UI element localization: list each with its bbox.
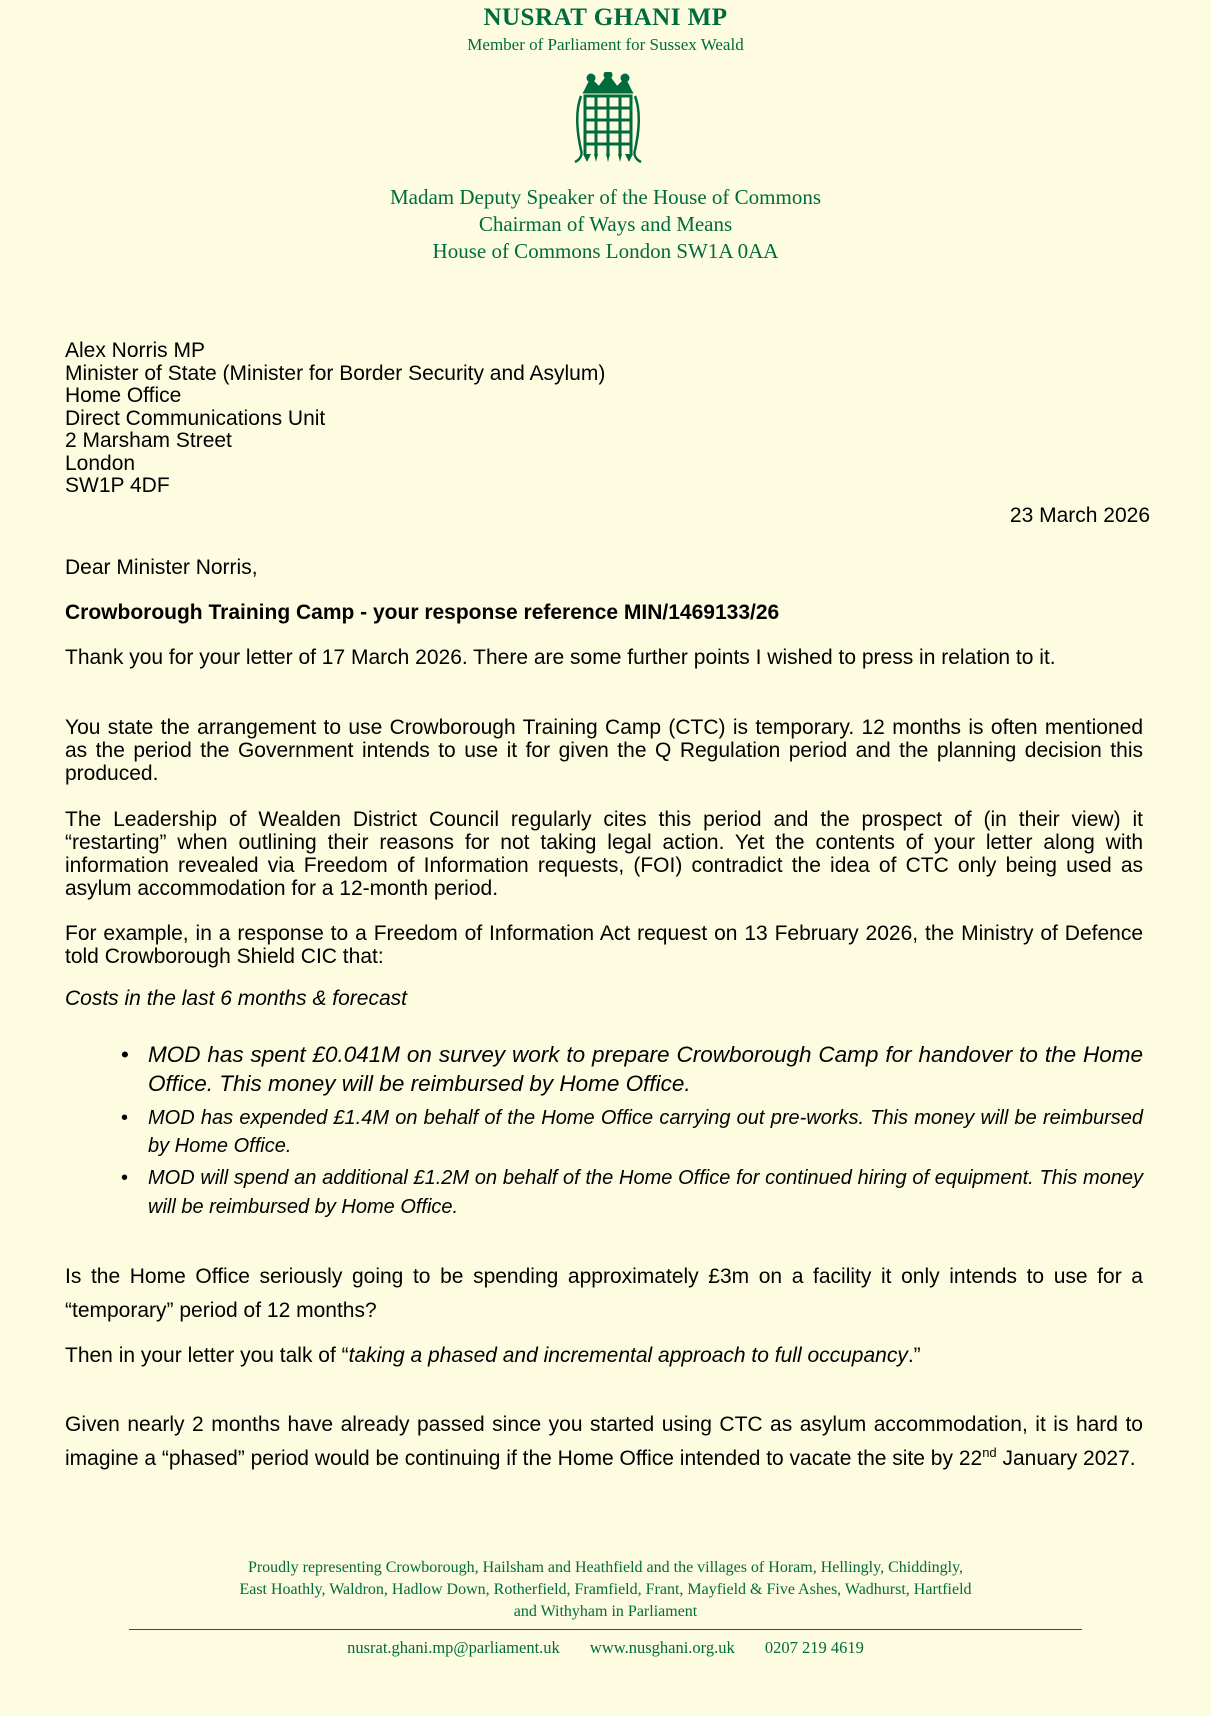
- footer-phone: 0207 219 4619: [764, 1638, 864, 1657]
- phased-paragraph: [65, 1344, 1143, 1368]
- bullet-text: MOD has expended £1.4M on behalf of the Home Office carrying out pre-works. This money will be reimbursed by Home Office.: [148, 1107, 1143, 1157]
- address-line: Direct Communications Unit: [65, 406, 326, 430]
- bullet-text: MOD has spent £0.041M on survey work to prepare Crowborough Camp for handover to the Home Office. This money will be reimbursed by Home Office.: [148, 1042, 1143, 1096]
- footer-divider: [129, 1629, 1082, 1630]
- list-item: [65, 1104, 1143, 1160]
- address-line: Alex Norris MP: [65, 339, 206, 362]
- bullet-icon: •: [121, 1167, 129, 1189]
- ordinal-suffix: nd: [982, 1445, 997, 1460]
- list-item: [65, 1164, 1143, 1222]
- question-paragraph: Is the Home Office seriously going to be spending approximately £3m on a facility it only intends to use for a “temporary” period of 12 months?: [65, 1265, 1143, 1322]
- phased-suffix: .”: [907, 1344, 921, 1367]
- quote-heading: Costs in the last 6 months & forecast: [65, 987, 407, 1010]
- footer-website: www.nusghani.org.uk: [589, 1638, 735, 1657]
- role-line: Madam Deputy Speaker of the House of Commons: [389, 185, 821, 209]
- footer-blurb: [0, 1557, 1211, 1623]
- salutation: Dear Minister Norris,: [65, 556, 258, 579]
- subject-line: Crowborough Training Camp - your response reference MIN/1469133/26: [65, 601, 780, 624]
- recipient-address: [65, 340, 605, 498]
- bullet-text: MOD will spend an additional £1.2M on behalf of the Home Office for continued hiring of equipment. This money will be reimbursed by Home Office.: [148, 1167, 1143, 1218]
- address-line: Minister of State (Minister for Border Security and Asylum): [65, 361, 606, 385]
- constituency-line: Member of Parliament for Sussex Weald: [467, 35, 744, 54]
- bullet-icon: •: [121, 1042, 129, 1067]
- letter-date: 23 March 2026: [1009, 504, 1150, 527]
- footer-email: nusrat.ghani.mp@parliament.uk: [347, 1638, 560, 1657]
- address-line: London: [65, 451, 136, 475]
- cost-bullet-list: [65, 1040, 1143, 1222]
- footer-blurb-line: Proudly representing Crowborough, Hailsham and Heathfield and the villages of Horam, Hellingly, Chiddingly,: [247, 1559, 964, 1576]
- footer-blurb-line: East Hoathly, Waldron, Hadlow Down, Rotherfield, Framfield, Frant, Mayfield & Five Ashes, Wadhurst, Hartfield: [239, 1581, 972, 1598]
- closing-text: Given nearly 2 months have already passed since you started using CTC as asylum accommodation, it is hard to imagine a “phased” period would be continuing if the Home Office intended to vacate the site by 22: [65, 1413, 1143, 1470]
- phased-prefix: Then in your letter you talk of “: [65, 1344, 349, 1367]
- address-line: Home Office: [65, 384, 182, 407]
- role-line: Chairman of Ways and Means: [478, 212, 733, 236]
- mp-name: NUSRAT GHANI MP: [483, 4, 728, 31]
- footer-blurb-line: and Withyham in Parliament: [513, 1603, 698, 1620]
- footer-contacts: [0, 1638, 1211, 1658]
- address-line: SW1P 4DF: [65, 474, 170, 497]
- body-paragraph: You state the arrangement to use Crowborough Training Camp (CTC) is temporary. 12 months is often mentioned as the period the Government intends to use it for given the Q Regulation period and the planning decision this produced.: [65, 716, 1143, 785]
- phased-quote: taking a phased and incremental approach to full occupancy: [348, 1344, 908, 1367]
- office-address-line: House of Commons London SW1A 0AA: [432, 239, 779, 263]
- body-paragraph: For example, in a response to a Freedom of Information Act request on 13 February 2026, the Ministry of Defence told Crowborough Shield CIC that:: [65, 922, 1143, 968]
- bullet-icon: •: [121, 1107, 129, 1129]
- address-line: 2 Marsham Street: [65, 429, 232, 452]
- letter-footer: [0, 1557, 1211, 1657]
- roles-block: [0, 184, 1211, 265]
- closing-paragraph: [65, 1408, 1143, 1476]
- list-item: [65, 1040, 1143, 1098]
- portcullis-crest-icon: [571, 72, 645, 164]
- closing-tail: January 2027.: [996, 1447, 1136, 1470]
- body-paragraph: Thank you for your letter of 17 March 2026. There are some further points I wished to press in relation to it.: [65, 646, 1056, 669]
- body-paragraph: The Leadership of Wealden District Council regularly cites this period and the prospect of (in their view) it “restarting” when outlining their reasons for not taking legal action. Yet the contents of your letter along with information revealed via Freedom of Information requests, (FOI) contradict the idea of CTC only being used as asylum accommodation for a 12-month period.: [65, 808, 1143, 900]
